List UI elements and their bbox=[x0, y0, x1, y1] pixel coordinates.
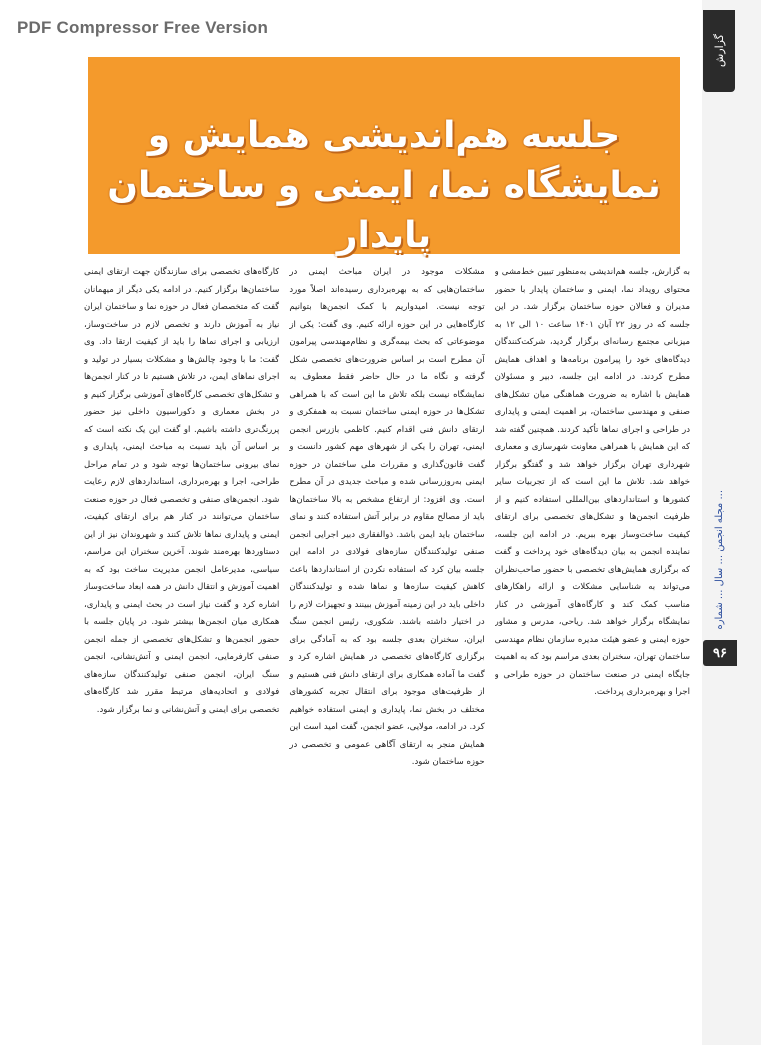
section-label: گزارش bbox=[712, 34, 726, 68]
title-banner bbox=[88, 57, 680, 254]
column-paragraph: کارگاه‌های تخصصی برای سازندگان جهت ارتقای ایمنی ساختمان‌ها برگزار کنیم. در ادامه یکی دیگر از میهمانان گفت که متخصصان فعال در حوزه نما و ساختمان ایران نیاز به آموزش دارند و تخصص لازم در ساخت‌وساز، ارزیابی و اجرای نماها را باید از کیفیت ارتقا داد. وی گفت: ما با وجود چالش‌ها و مشکلات بسیار در تولید و اجرای نماهای ایمن، در تلاش هستیم تا در کنار انجمن‌ها و تشکل‌های تخصصی کارگاه‌های آموزشی برگزار کنیم و در بخش معماری و دکوراسیون داخلی نیز حضور پررنگ‌تری داشته باشیم. او گفت این یک نکته است که بر اساس آن باید نسبت به مباحث ایمنی، پایداری و نمای بیرونی ساختمان‌ها توجه شود و در تمام مراحل طراحی، اجرا و بهره‌برداری، استانداردهای لازم رعایت شود. انجمن‌های صنفی و تخصصی فعال در حوزه صنعت ساختمان می‌توانند در کنار هم برای ارتقای کیفیت، ایمنی و پایداری نماها تلاش کنند و شهروندان نیز از این دستاوردها بهره‌مند شوند. آخرین سخنران این مراسم، سیاسی، مدیرعامل انجمن مدیریت ساخت بود که به اهمیت آموزش و انتقال دانش در همه ابعاد ساخت‌وساز اشاره کرد و گفت نیاز است در بحث ایمنی و پایداری، همکاری میان انجمن‌ها بیشتر شود. در پایان جلسه با حضور انجمن‌ها و تشکل‌های تخصصی از جمله انجمن صنفی کارفرمایی، انجمن ایمنی و آتش‌نشانی، انجمن سنگ ایران، انجمن صنفی تولیدکنندگان سازه‌های فولادی و اتحادیه‌های مرتبط مقرر شد کارگاه‌های تخصصی برای ایمنی و آتش‌نشانی و نما برگزار شود. bbox=[84, 267, 280, 715]
column-paragraph: به گزارش، جلسه هم‌اندیشی به‌منظور تبیین خط‌مشی و محتوای رویداد نما، ایمنی و ساختمان پایدار با حضور مدیران و فعالان حوزه ساختمان برگزار شد. در این جلسه که در روز ۲۲ آبان ۱۴۰۱ ساعت ۱۰ الی ۱۲ به میزبانی مجتمع رسانه‌ای برگزار گردید، شرکت‌کنندگان دیدگاه‌های خود را پیرامون برنامه‌ها و اهداف همایش مطرح کردند. در ادامه این جلسه، دبیر و مسئولان همایش با اشاره به ضرورت هماهنگی میان تشکل‌های صنفی و مهندسی ساختمان، بر اهمیت ایمنی و پایداری در طراحی و اجرای نماها تأکید کردند. همچنین گفته شد که این همایش با همراهی معاونت شهرسازی و معماری شهرداری تهران برگزار خواهد شد و گفتگو برگزار خواهد شد. تلاش ما این است که از تجربیات سایر کشورها و استانداردهای بین‌المللی استفاده کنیم و از ظرفیت انجمن‌ها و تشکل‌های تخصصی برای ارتقای کیفیت ساخت‌وساز بهره ببریم. در ادامه این جلسه، نماینده انجمن به بیان دیدگاه‌های خود پرداخت و گفت که برگزاری همایش‌های تخصصی با حضور صاحب‌نظران می‌تواند به شناسایی مشکلات و ارائه راهکارهای مناسب کمک کند و کارگاه‌های آموزشی در کنار نمایشگاه برگزار خواهد شد. ریاحی، مدرس و مشاور حوزه ایمنی و عضو هیئت مدیره سازمان نظام مهندسی ساختمان تهران، سخنران بعدی مراسم بود که به اهمیت جایگاه ایمنی در صنعت ساختمان در حوزه طراحی و اجرا و بهره‌برداری پرداخت. bbox=[494, 267, 690, 697]
text-column-left bbox=[84, 264, 279, 1038]
journal-line: مجله انجمن ... سال ... شماره ... bbox=[713, 490, 725, 630]
page-number: ۹۶ bbox=[703, 640, 737, 666]
text-column-right bbox=[495, 264, 690, 1038]
watermark-text: PDF Compressor Free Version bbox=[17, 18, 269, 37]
article-title: جلسه هم‌اندیشی همایش و نمایشگاه نما، ایمنی و ساختمان پایدار bbox=[107, 114, 661, 256]
text-column-middle bbox=[289, 264, 484, 1038]
section-tab bbox=[703, 10, 735, 92]
article-body bbox=[84, 264, 690, 1038]
column-paragraph: مشکلات موجود در ایران مباحث ایمنی در ساختمان‌هایی که به بهره‌برداری رسیده‌اند اصلاً مورد توجه نیست. امیدواریم با کمک انجمن‌ها بتوانیم کارگاه‌هایی در این حوزه ارائه کنیم. وی گفت: یکی از موضوعاتی که بحث بیمه‌گری و نظام‌مهندسی پیرامون آن مطرح است بر اساس ضرورت‌های تخصصی شکل گرفته و نگاه ما در حال حاضر فقط معطوف به نمایشگاه نیست بلکه تلاش ما این است که با همراهی تشکل‌ها در حوزه ایمنی ساختمان نسبت به همفکری و ارتقای دانش فنی اقدام کنیم. کاظمی بازرس انجمن ایمنی، تهران را یکی از شهرهای مهم کشور دانست و گفت قانون‌گذاری و مقررات ملی ساختمان در حوزه ایمنی به‌روزرسانی شده و مباحث جدیدی در آن مطرح است. وی افزود: از ارتفاع مشخص به بالا ساختمان‌ها باید از مصالح مقاوم در برابر آتش استفاده کنند و نمای ساختمان باید ایمن باشد. ذوالفقاری دبیر اجرایی انجمن صنفی تولیدکنندگان سازه‌های فولادی در ادامه این جلسه بیان کرد که استفاده نکردن از استانداردها باعث کاهش کیفیت سازه‌ها و نماها شده و تولیدکنندگان داخلی باید در این زمینه آموزش ببینند و تجهیزات لازم را در اختیار داشته باشند. شکوری، رئیس انجمن سنگ ایران، سخنران بعدی جلسه بود که به آمادگی برای برگزاری کارگاه‌های تخصصی در همایش اشاره کرد و گفت ما آماده همکاری برای ارتقای دانش فنی هستیم و از ظرفیت‌های موجود برای انتقال تجربه کشورهای مختلف در بخش نما، پایداری و ایمنی استفاده خواهیم کرد. در ادامه، مولایی، عضو انجمن، گفت امید است این همایش منجر به ارتقای آگاهی عمومی و تخصصی در حوزه ساختمان شود. bbox=[289, 267, 485, 767]
